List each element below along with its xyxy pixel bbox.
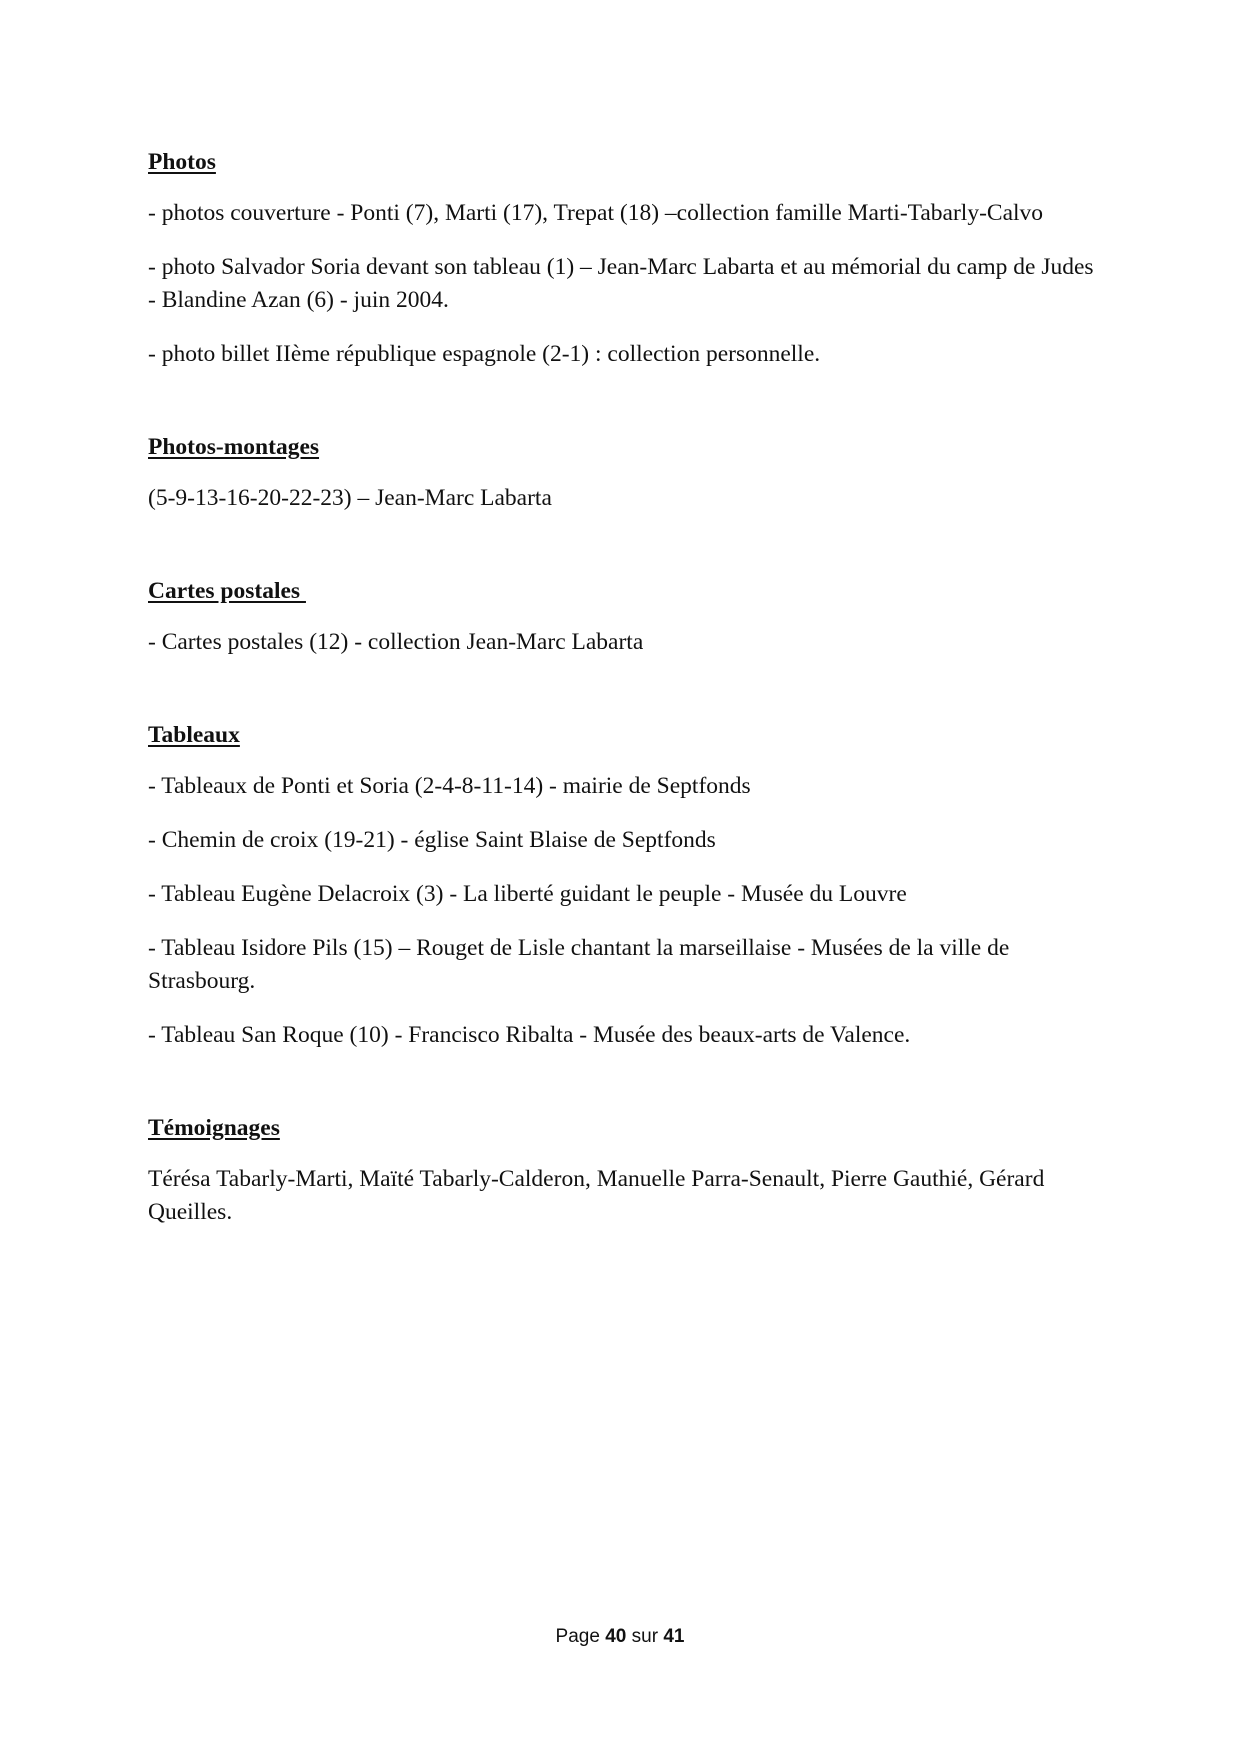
paragraph: - Cartes postales (12) - collection Jean-Marc Labarta bbox=[148, 629, 644, 655]
section-heading: Photos-montages bbox=[148, 434, 320, 460]
paragraph: - Chemin de croix (19-21) - église Saint Blaise de Septfonds bbox=[148, 827, 716, 853]
page-label: Page bbox=[555, 1626, 600, 1647]
section-photos-montages bbox=[148, 431, 1098, 515]
paragraph: - photo billet IIème république espagnole (2-1) : collection personnelle. bbox=[148, 341, 821, 367]
section-tableaux bbox=[148, 719, 1098, 1052]
section-cartes-postales bbox=[148, 575, 1098, 659]
total-page-number: 41 bbox=[663, 1626, 685, 1647]
page-content bbox=[148, 146, 1098, 1229]
paragraph: - Tableau Isidore Pils (15) – Rouget de Lisle chantant la marseillaise - Musées de la ville de Strasbourg. bbox=[148, 935, 1010, 994]
paragraph: - Tableaux de Ponti et Soria (2-4-8-11-14) - mairie de Septfonds bbox=[148, 773, 751, 799]
section-heading: Photos bbox=[148, 149, 216, 175]
paragraph: - Tableau San Roque (10) - Francisco Ribalta - Musée des beaux-arts de Valence. bbox=[148, 1022, 911, 1048]
paragraph: Térésa Tabarly-Marti, Maïté Tabarly-Calderon, Manuelle Parra-Senault, Pierre Gauthié, Gérard Queilles. bbox=[148, 1166, 1045, 1225]
section-heading: Tableaux bbox=[148, 722, 240, 748]
section-temoignages bbox=[148, 1112, 1098, 1229]
paragraph: - photo Salvador Soria devant son tableau (1) – Jean-Marc Labarta et au mémorial du camp de Judes - Blandine Azan (6) - juin 2004. bbox=[148, 254, 1094, 313]
section-photos bbox=[148, 146, 1098, 371]
paragraph: - photos couverture - Ponti (7), Marti (17), Trepat (18) –collection famille Marti-Tabarly-Calvo bbox=[148, 200, 1044, 226]
page-footer bbox=[0, 1625, 1240, 1649]
current-page-number: 40 bbox=[605, 1626, 627, 1647]
section-heading: Témoignages bbox=[148, 1115, 280, 1141]
page-separator: sur bbox=[631, 1626, 659, 1647]
section-heading: Cartes postales bbox=[148, 578, 306, 604]
paragraph: (5-9-13-16-20-22-23) – Jean-Marc Labarta bbox=[148, 485, 552, 511]
paragraph: - Tableau Eugène Delacroix (3) - La liberté guidant le peuple - Musée du Louvre bbox=[148, 881, 907, 907]
